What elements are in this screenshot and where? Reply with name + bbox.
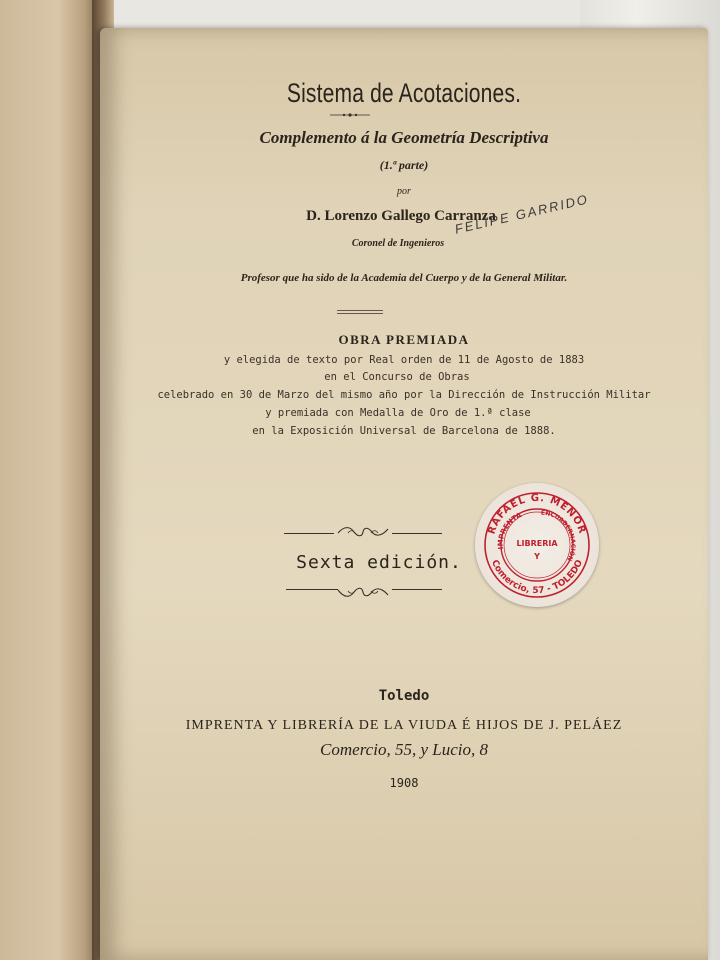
stamp-center-line2: Y	[534, 552, 540, 561]
section-divider	[337, 309, 383, 315]
edition-rule-top-right	[392, 533, 442, 534]
award-line: celebrado en 30 de Marzo del mismo año por la Dirección de Instrucción Militar	[157, 389, 651, 401]
author-affiliation: Profesor que ha sido de la Academia del Cuerpo y de la General Militar.	[240, 272, 568, 284]
book-part: (1.ª parte)	[379, 158, 429, 172]
award-line: y premiada con Medalla de Oro de 1.ª clase	[265, 407, 531, 419]
edition-label: Sexta edición.	[296, 552, 462, 573]
printer-name: IMPRENTA Y LIBRERÍA DE LA VIUDA É HIJOS DE J. PELÁEZ	[185, 718, 623, 733]
author-preposition: por	[397, 186, 411, 197]
stamp-seal-icon	[475, 483, 599, 607]
edition-flourish-bottom	[336, 586, 390, 600]
title-ornament	[330, 112, 370, 118]
book-title: Sistema de Acotaciones.	[286, 78, 522, 108]
author-name: D. Lorenzo Gallego Carranza	[306, 208, 496, 224]
award-line: en el Concurso de Obras	[324, 371, 470, 383]
edition-rule-bottom-right	[392, 589, 442, 590]
stamp-center-line1: LIBRERIA	[516, 539, 558, 548]
stamp-top-text: RAFAEL G. MENOR	[486, 492, 588, 536]
svg-text:Comercio, 57 - TOLEDO	[489, 558, 585, 596]
stamp-inner-right-text: ENCUADERNACIÓN	[540, 509, 577, 563]
stamp-bottom-text: Comercio, 57 - TOLEDO	[488, 558, 586, 597]
publication-year: 1908	[389, 776, 419, 790]
title-page	[100, 28, 708, 960]
edition-rule-top-left	[284, 533, 334, 534]
author-rank: Coronel de Ingenieros	[351, 238, 445, 249]
award-heading: OBRA PREMIADA	[338, 332, 470, 347]
award-line: y elegida de texto por Real orden de 11 de Agosto de 1883	[223, 354, 585, 366]
stamp-inner-left-text: IMPRENTA	[496, 511, 523, 550]
edition-flourish-top	[336, 524, 390, 538]
printer-address: Comercio, 55, y Lucio, 8	[320, 740, 488, 759]
bookseller-stamp	[475, 483, 599, 607]
edition-rule-bottom-left	[286, 589, 338, 590]
left-page-edge	[0, 0, 105, 960]
handwritten-signature: FELIPE GARRIDO	[453, 191, 591, 237]
book-subtitle: Complemento á la Geometría Descriptiva	[259, 128, 549, 147]
publication-city: Toledo	[378, 688, 430, 704]
award-line: en la Exposición Universal de Barcelona de 1888.	[252, 425, 556, 437]
